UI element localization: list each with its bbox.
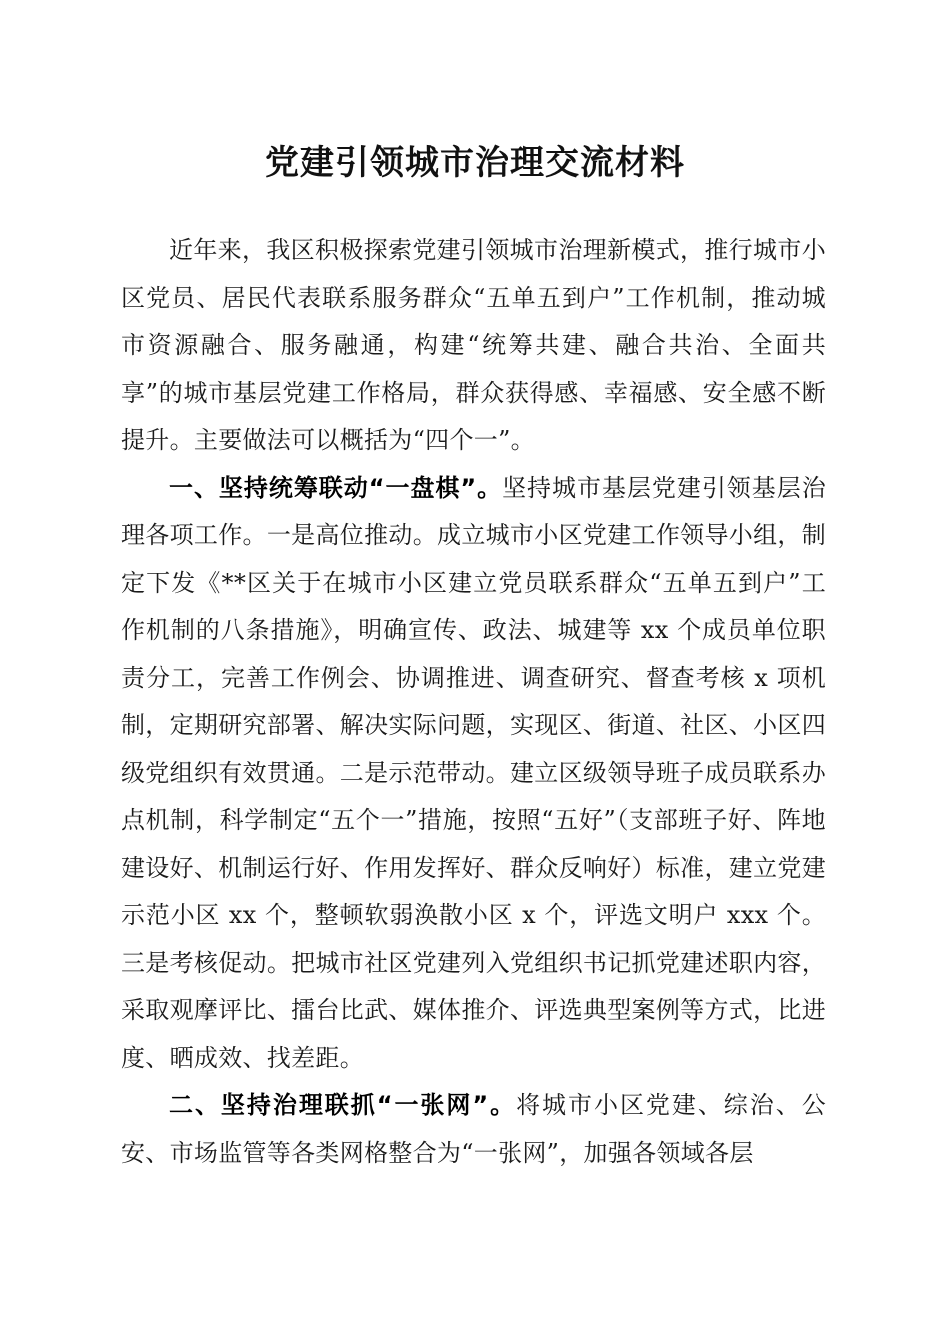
document-title: 党建引领城市治理交流材料 <box>265 143 685 183</box>
paragraph-section-2 <box>121 1082 826 1177</box>
section-1-text: 坚持城市基层党建引领基层治理各项工作。一是高位推动。成立城市小区党建工作领导小组，制定下发《**区关于在城市小区建立党员联系群众“五单五到户”工作机制的八条措施》，明确宣传、政法、城建等 xx 个成员单位职责分工，完善工作例会、协调推进、调查研究、督查考核 x 项机制，定期研究部署、解决实际问题，实现区、街道、社区、小区四级党组织有效贯通。二是示范带动。建立区级领导班子成员联系办点机制，科学制定“五个一”措施，按照“五好”（支部班子好、阵地建设好、机制运行好、作用发挥好、群众反响好）标准，建立党建示范小区 xx 个，整顿软弱涣散小区 x 个，评选文明户 xxx 个。三是考核促动。把城市社区党建列入党组织书记抓党建述职内容，采取观摩评比、擂台比武、媒体推介、评选典型案例等方式，比进度、晒成效、找差距。 <box>121 473 826 1072</box>
paragraph-intro-text: 近年来，我区积极探索党建引领城市治理新模式，推行城市小区党员、居民代表联系服务群众“五单五到户”工作机制，推动城市资源融合、服务融通，构建“统筹共建、融合共治、全面共享”的城市基层党建工作格局，群众获得感、幸福感、安全感不断提升。主要做法可以概括为“四个一”。 <box>121 236 826 454</box>
section-2-heading: 二、坚持治理联抓“一张网”。 <box>169 1091 517 1119</box>
section-1-heading: 一、坚持统筹联动“一盘棋”。 <box>169 473 503 502</box>
paragraph-section-1 <box>121 465 826 1083</box>
document-body <box>121 227 826 1177</box>
section-2-text: 将城市小区党建、综治、公安、市场监管等各类网格整合为“一张网”，加强各领域各层 <box>121 1091 826 1167</box>
paragraph-intro <box>121 227 826 465</box>
